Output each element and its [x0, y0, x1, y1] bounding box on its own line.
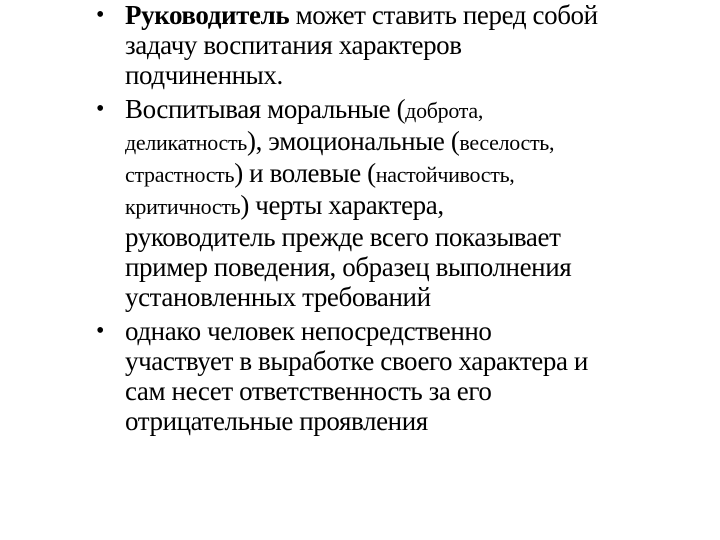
text-line: установленных требований: [125, 282, 431, 312]
text-run-small: деликатность: [125, 130, 248, 155]
text-line: сам несет ответственность за его: [125, 376, 492, 406]
emphasized-term: Руководитель: [125, 0, 290, 30]
text-run-small: доброта,: [405, 98, 484, 123]
text-line: отрицательные проявления: [125, 406, 428, 436]
text-line: [125, 190, 716, 222]
text-line: подчиненных.: [125, 60, 283, 90]
bullet-item-leader-task: [96, 0, 716, 90]
bullet-icon: •: [96, 96, 105, 122]
text-run: Воспитывая моральные (: [125, 94, 406, 124]
bullet-icon: •: [96, 2, 105, 28]
text-line: задачу воспитания характеров: [125, 30, 462, 60]
text-line: руководитель прежде всего показывает: [125, 222, 561, 252]
text-run: ) черты характера,: [240, 190, 444, 220]
text-line: [125, 158, 716, 190]
bullet-item-character-traits: [96, 94, 716, 312]
text-run-small: веселость,: [459, 130, 555, 155]
bullet-icon: •: [96, 318, 105, 344]
bullet-list: [96, 0, 716, 436]
bullet-item-self-responsibility: [96, 316, 716, 436]
text-run-small: настойчивость,: [375, 162, 515, 187]
text-line: пример поведения, образец выполнения: [125, 252, 572, 282]
text-run-small: страстность: [125, 162, 235, 187]
text-run-small: критичность: [125, 194, 241, 219]
text-run: может ставить перед собой: [289, 0, 598, 30]
text-line: [125, 94, 716, 126]
text-run: ), эмоциональные (: [247, 126, 460, 156]
text-line: [125, 0, 716, 30]
text-line: участвует в выработке своего характера и: [125, 346, 588, 376]
text-line: [125, 126, 716, 158]
text-run: ) и волевые (: [234, 158, 376, 188]
text-line: однако человек непосредственно: [125, 316, 492, 346]
